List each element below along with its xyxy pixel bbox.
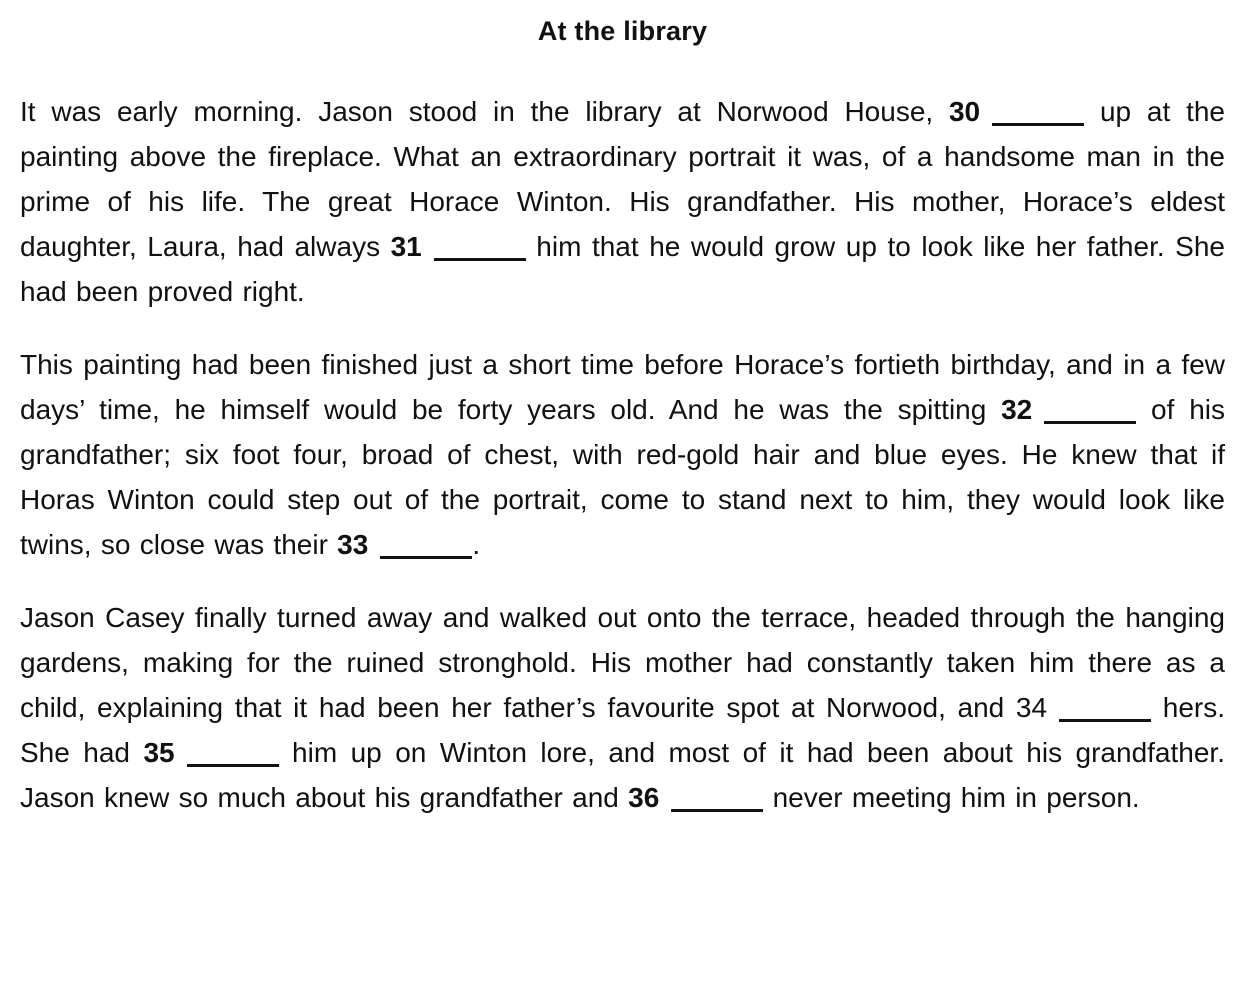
paragraph: Jason Casey finally turned away and walked out onto the terrace, headed through the hanging gardens, making for the ruined stronghold. His mother had constantly taken him there as a child, explaining that it had been her father’s favourite spot at Norwood, and 34 hers. She had 35 him up on Winton lore, and most of it had been about his grandfather. Jason knew so much about his grandfather and 36 never meeting him in person. [20,602,1225,813]
gap-blank [434,256,526,261]
paragraph: This painting had been finished just a short time before Horace’s fortieth birthday, and in a few days’ time, he himself would be forty years old. And he was the spitting 32 of his grandfather; six foot four, broad of chest, with red-gold hair and blue eyes. He knew that if Horas Winton could step out of the portrait, come to stand next to him, they would look like twins, so close was their 33 . [20,349,1225,560]
paragraph: It was early morning. Jason stood in the library at Norwood House, 30 up at the painting above the fireplace. What an extraordinary portrait it was, of a handsome man in the prime of his life. The great Horace Winton. His grandfather. His mother, Horace’s eldest daughter, Laura, had always 31 him that he would grow up to look like her father. She had been proved right. [20,96,1225,307]
gap-blank [1059,717,1151,722]
gap-number: 31 [390,231,422,262]
gap-number: 34 [1015,692,1048,723]
gap-blank [671,807,763,812]
gap-number: 32 [1001,394,1033,425]
gap-blank [992,121,1084,126]
gap-number: 36 [628,782,660,813]
page-title: At the library [537,16,708,46]
gap-blank [1044,419,1136,424]
gap-number: 33 [337,529,369,560]
gap-number: 30 [948,96,981,127]
passage [20,89,1225,820]
gap-blank [187,762,279,767]
gap-number: 35 [143,737,175,768]
gap-blank [380,554,472,559]
